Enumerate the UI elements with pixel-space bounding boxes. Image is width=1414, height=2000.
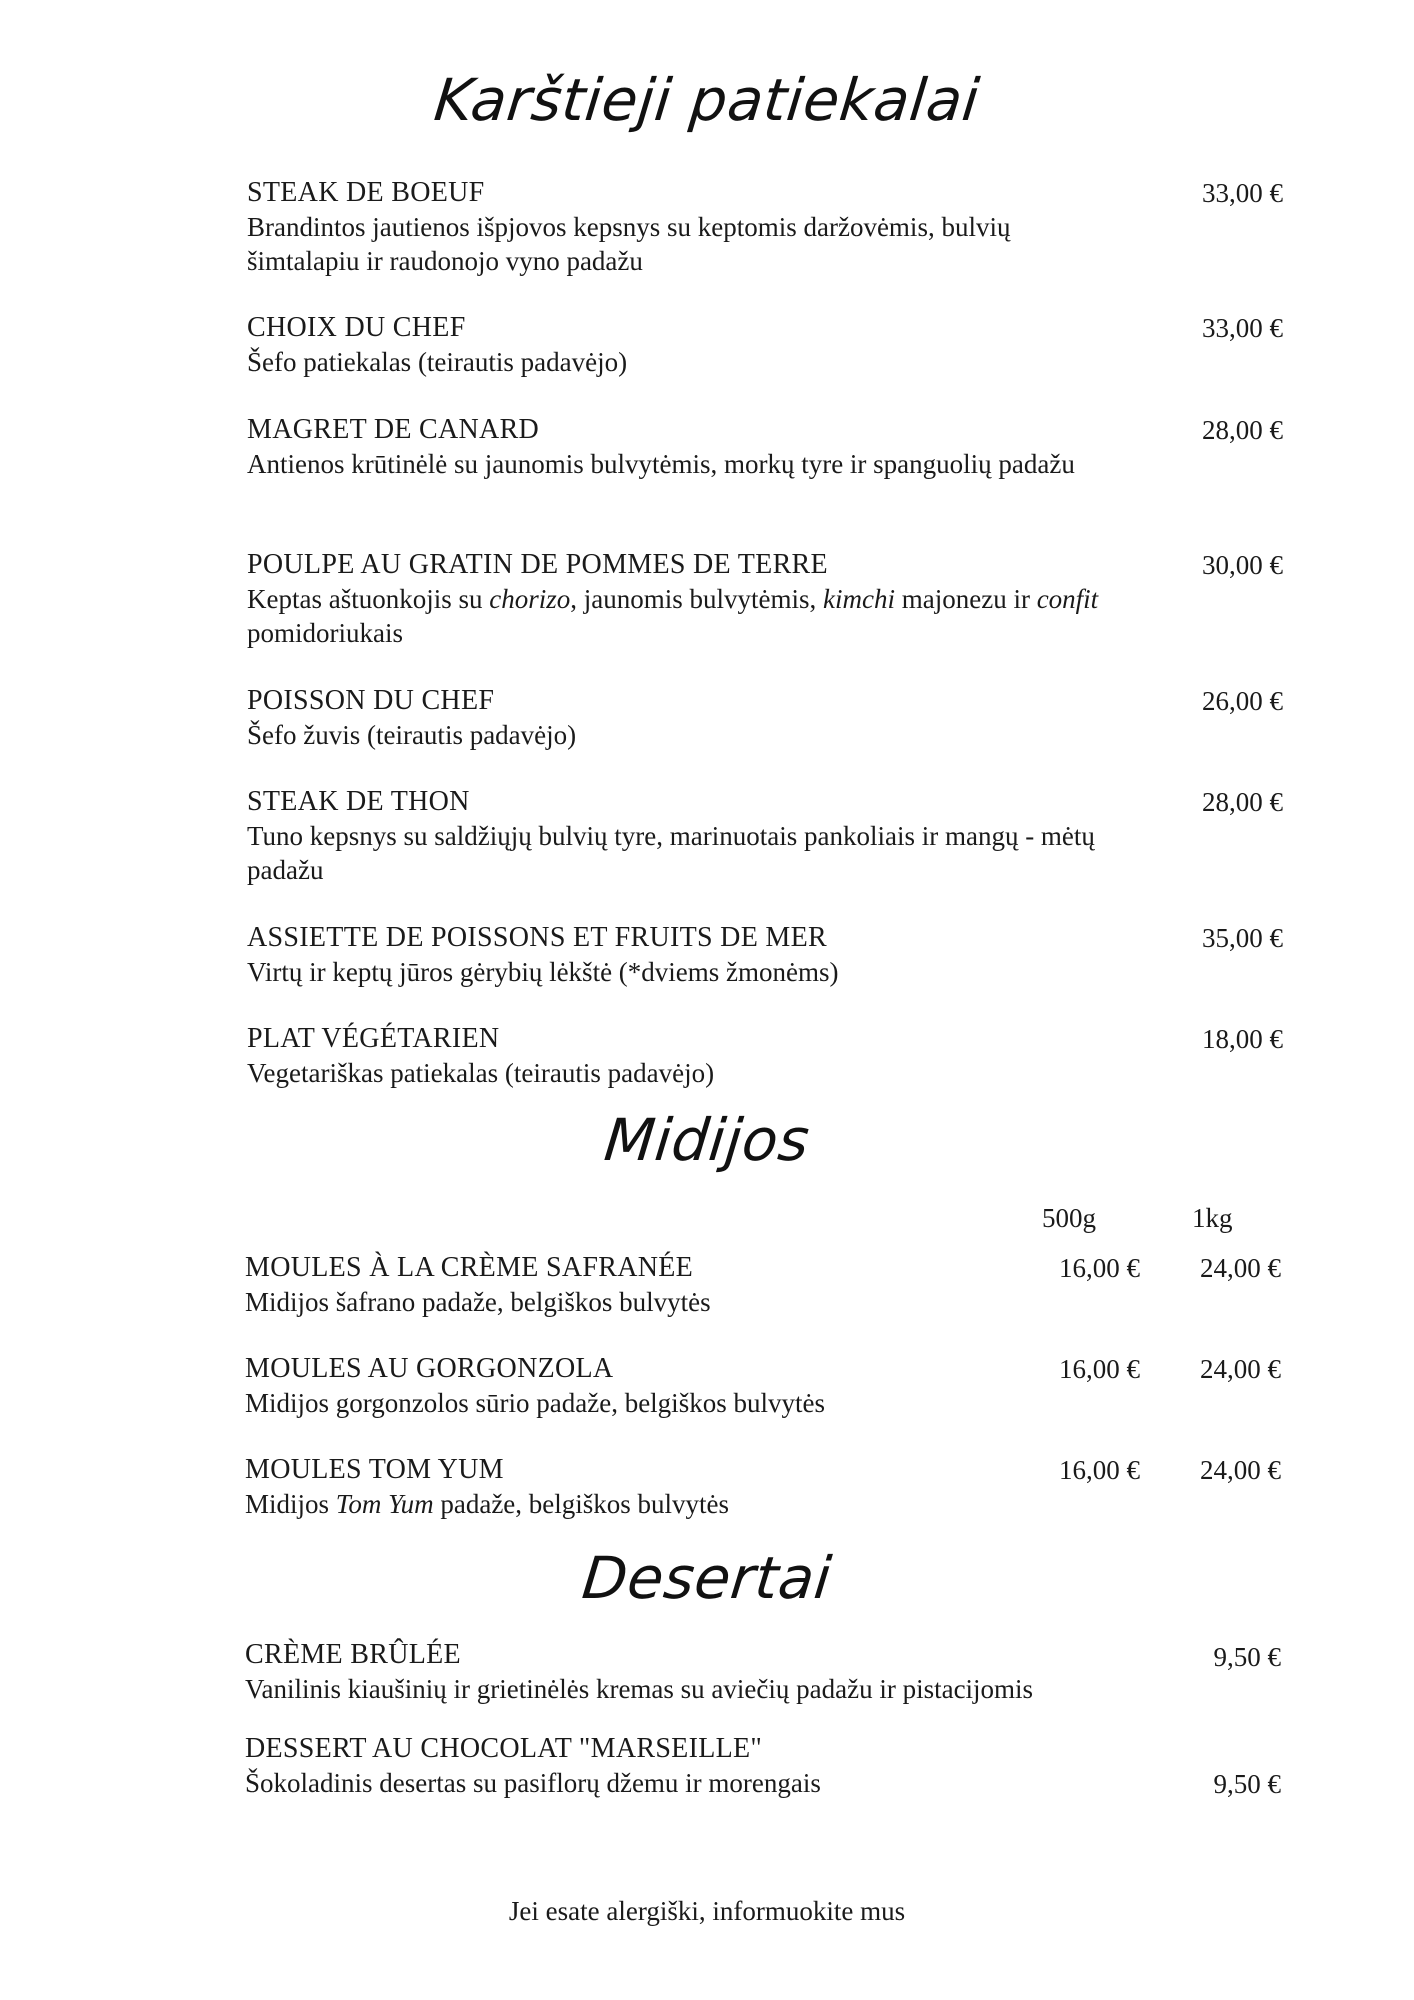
item-name: STEAK DE BOEUF — [247, 177, 485, 208]
item-price: 35,00 € — [1202, 923, 1283, 953]
item-name: POISSON DU CHEF — [247, 685, 495, 716]
description-italic-run: kimchi — [823, 584, 895, 614]
item-price-500g: 16,00 € — [1059, 1253, 1140, 1283]
menu-item — [245, 1251, 1281, 1319]
description-text-run: Vegetariškas patiekalas (teirautis padavėjo) — [247, 1058, 715, 1088]
menu-item — [247, 1022, 1283, 1090]
menu-item — [245, 1352, 1281, 1420]
item-name: DESSERT AU CHOCOLAT "MARSEILLE" — [245, 1733, 763, 1764]
item-description — [245, 1672, 1245, 1706]
description-text-run: majonezu ir — [894, 584, 1037, 614]
item-name: MAGRET DE CANARD — [247, 414, 540, 445]
item-description — [247, 582, 1107, 650]
description-text-run: Midijos — [245, 1489, 336, 1519]
description-text-run: Midijos šafrano padaže, belgiškos bulvytės — [245, 1287, 711, 1317]
item-price: 28,00 € — [1202, 415, 1283, 445]
column-header-1kg: 1kg — [1192, 1203, 1233, 1233]
item-price: 28,00 € — [1202, 787, 1283, 817]
description-text-run: Antienos krūtinėlė su jaunomis bulvytėmis, morkų tyre ir spanguolių padažu — [247, 449, 1075, 479]
section-title-desserts: Desertai — [579, 1544, 835, 1612]
section-title-hot-dishes: Karštieji patiekalai — [431, 66, 983, 134]
item-name: ASSIETTE DE POISSONS ET FRUITS DE MER — [247, 922, 827, 953]
item-price-1kg: 24,00 € — [1200, 1253, 1281, 1283]
item-description — [247, 210, 1107, 278]
item-price: 33,00 € — [1202, 178, 1283, 208]
item-price: 33,00 € — [1202, 313, 1283, 343]
description-text-run: Brandintos jautienos išpjovos kepsnys su keptomis daržovėmis, bulvių šimtalapiu ir raudonojo vyno padažu — [247, 212, 1011, 276]
description-text-run: Midijos gorgonzolos sūrio padaže, belgiškos bulvytės — [245, 1388, 825, 1418]
item-name: MOULES TOM YUM — [245, 1454, 504, 1485]
menu-item — [247, 684, 1283, 752]
item-price-500g: 16,00 € — [1059, 1455, 1140, 1485]
description-text-run: , jaunomis bulvytėmis, — [570, 584, 823, 614]
item-name: MOULES À LA CRÈME SAFRANÉE — [245, 1252, 694, 1283]
description-text-run: Šefo žuvis (teirautis padavėjo) — [247, 720, 577, 750]
description-text-run: Šefo patiekalas (teirautis padavėjo) — [247, 347, 628, 377]
item-description — [245, 1487, 1105, 1521]
allergy-note: Jei esate alergiški, informuokite mus — [508, 1896, 906, 1926]
item-description — [245, 1766, 1105, 1800]
description-text-run: Tuno kepsnys su saldžiųjų bulvių tyre, marinuotais pankoliais ir mangų - mėtų padažu — [247, 821, 1095, 885]
menu-item — [247, 311, 1283, 379]
item-name: CRÈME BRÛLÉE — [245, 1639, 461, 1670]
item-name: CHOIX DU CHEF — [247, 312, 466, 343]
description-text-run: Vanilinis kiaušinių ir grietinėlės kremas su aviečių padažu ir pistacijomis — [245, 1674, 1034, 1704]
item-price-1kg: 24,00 € — [1200, 1354, 1281, 1384]
menu-item — [247, 785, 1283, 887]
column-header-500g: 500g — [1042, 1203, 1096, 1233]
item-price: 9,50 € — [1213, 1642, 1281, 1672]
description-text-run: pomidoriukais — [247, 618, 403, 648]
item-description — [247, 718, 1107, 752]
item-description — [245, 1285, 1105, 1319]
item-price: 18,00 € — [1202, 1024, 1283, 1054]
item-name: POULPE AU GRATIN DE POMMES DE TERRE — [247, 549, 828, 580]
description-italic-run: chorizo — [489, 584, 571, 614]
description-italic-run: Tom Yum — [335, 1489, 434, 1519]
item-description — [247, 447, 1107, 481]
section-title-mussels: Midijos — [601, 1106, 813, 1174]
description-italic-run: confit — [1036, 584, 1099, 614]
item-description — [245, 1386, 1105, 1420]
menu-item — [245, 1638, 1281, 1706]
item-price: 30,00 € — [1202, 550, 1283, 580]
description-text-run: Šokoladinis desertas su pasiflorų džemu ir morengais — [245, 1768, 821, 1798]
description-text-run: padaže, belgiškos bulvytės — [433, 1489, 730, 1519]
menu-item — [245, 1732, 1281, 1800]
item-name: STEAK DE THON — [247, 786, 470, 817]
menu-item — [247, 413, 1283, 481]
item-price: 26,00 € — [1202, 686, 1283, 716]
item-price: 9,50 € — [1213, 1769, 1281, 1799]
item-description — [247, 1056, 1107, 1090]
menu-item — [247, 548, 1283, 650]
item-name: MOULES AU GORGONZOLA — [245, 1353, 614, 1384]
item-description — [247, 345, 1107, 379]
menu-item — [247, 921, 1283, 989]
menu-item — [245, 1453, 1281, 1521]
description-text-run: Virtų ir keptų jūros gėrybių lėkštė (*dviems žmonėms) — [247, 957, 839, 987]
item-price-1kg: 24,00 € — [1200, 1455, 1281, 1485]
item-price-500g: 16,00 € — [1059, 1354, 1140, 1384]
menu-item — [247, 176, 1283, 278]
item-description — [247, 955, 1107, 989]
item-name: PLAT VÉGÉTARIEN — [247, 1023, 500, 1054]
description-text-run: Keptas aštuonkojis su — [247, 584, 490, 614]
item-description — [247, 819, 1107, 887]
